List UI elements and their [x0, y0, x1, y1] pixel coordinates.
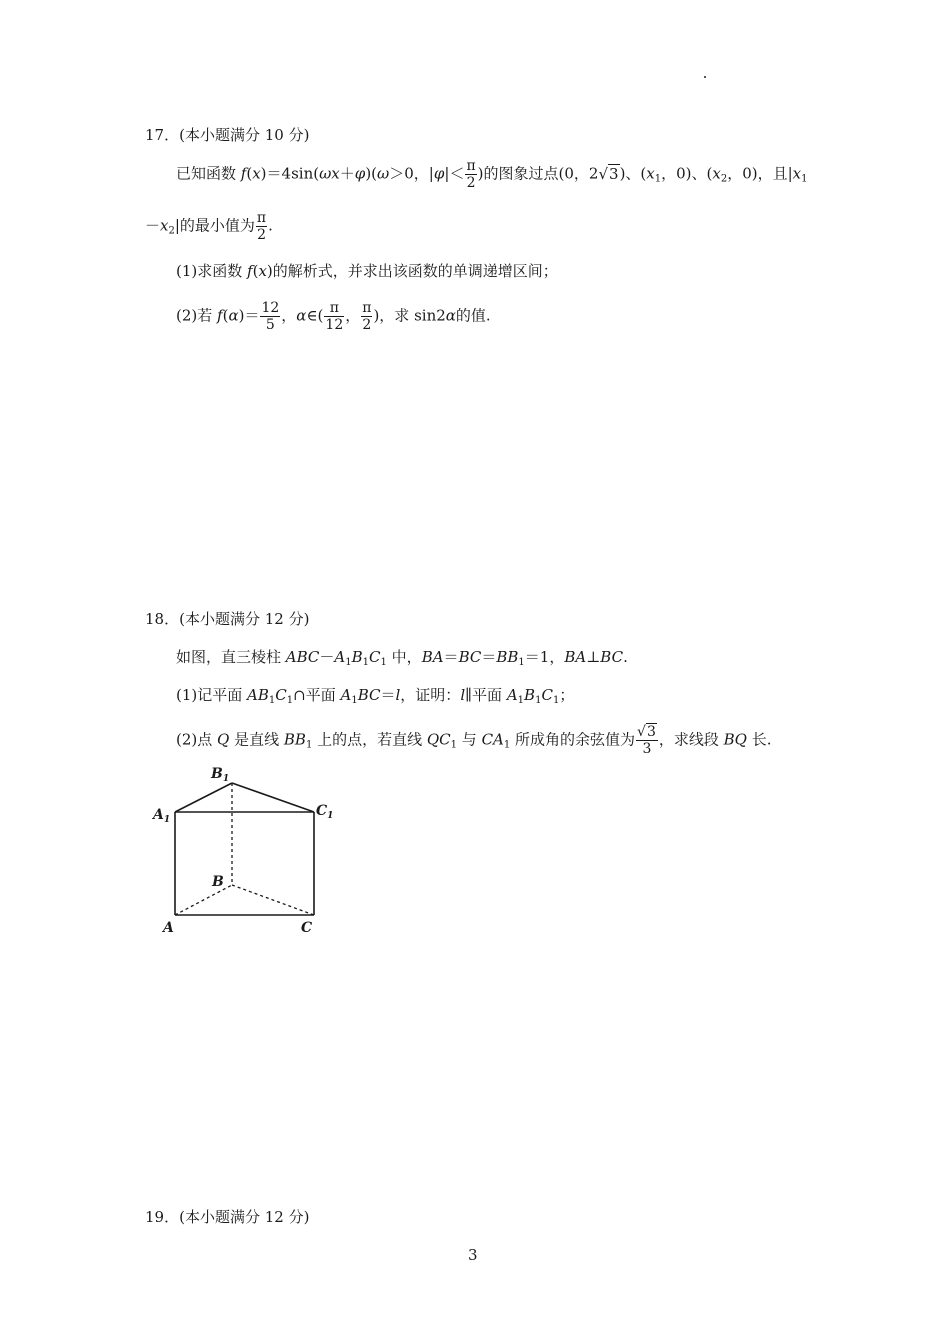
q17-stem-line1: 已知函数 f(x)＝4sin(ωx＋φ)(ω＞0，|φ|＜ $\frac{\pi}{2}$ )的图象过点(0，2√3)、($x_1$，0)、($x_2$，0)，且$|x_1$	[176, 158, 808, 191]
q18-stem: 如图，直三棱柱 $ABC-A_1B_1C_1$ 中，$BA=BC=BB_1=1$，BA⊥BC.	[176, 648, 628, 668]
sqrt-3: √3	[598, 164, 619, 183]
edge-b1-c1	[232, 783, 314, 812]
q19-header: 19．(本小题满分 12 分)	[145, 1208, 310, 1226]
scan-speck	[704, 76, 706, 78]
q17-part2: (2)若 f(α)＝ $\frac{12}{5}$ ，α∈( $\frac{\pi}{12}$ ， $\frac{\pi}{2}$ )，求 sin2α的值.	[176, 300, 491, 333]
vertex-label-b: B	[212, 874, 224, 890]
page-number: 3	[468, 1246, 478, 1264]
q18-part2: (2)点 Q 是直线 $BB_1$ 上的点，若直线 $QC_1$ 与 $CA_1$ 所成角的余弦值为 $\frac{√3}{3}$ ，求线段 BQ 长.	[176, 724, 772, 757]
vertex-label-a: A	[163, 920, 174, 936]
vertex-label-c: C	[301, 920, 313, 936]
edge-a1-b1	[175, 783, 232, 812]
fraction-pi-over-2: $\frac{\pi}{2}$	[362, 300, 372, 333]
fraction-pi-over-2: $\frac{\pi}{2}$	[466, 158, 476, 191]
vertex-label-a1: $A_1$	[153, 807, 171, 825]
fraction-pi-over-2: $\frac{\pi}{2}$	[256, 210, 267, 243]
q17-part1: (1)求函数 f(x)的解析式，并求出该函数的单调递增区间；	[176, 262, 558, 280]
q18-header: 18．(本小题满分 12 分)	[145, 610, 310, 628]
triangular-prism-diagram	[150, 760, 350, 940]
vertex-label-b1: $B_1$	[211, 766, 230, 784]
fraction-12-over-5: $\frac{12}{5}$	[261, 300, 280, 333]
fraction-sqrt3-over-3: $\frac{√3}{3}$	[637, 724, 656, 757]
q18-part1: (1)记平面 $AB_1C_1\cap$平面 $A_1BC=l$，证明：l∥平面 $A_1B_1C_1$；	[176, 686, 575, 706]
fraction-pi-over-12: $\frac{\pi}{12}$	[325, 300, 344, 333]
vertex-label-c1: $C_1$	[316, 803, 334, 821]
edge-b-c-hidden	[232, 885, 314, 915]
q17-stem-line2: $-x_2|$的最小值为 $\frac{\pi}{2}$ .	[145, 210, 273, 243]
q17-header: 17．(本小题满分 10 分)	[145, 126, 310, 144]
